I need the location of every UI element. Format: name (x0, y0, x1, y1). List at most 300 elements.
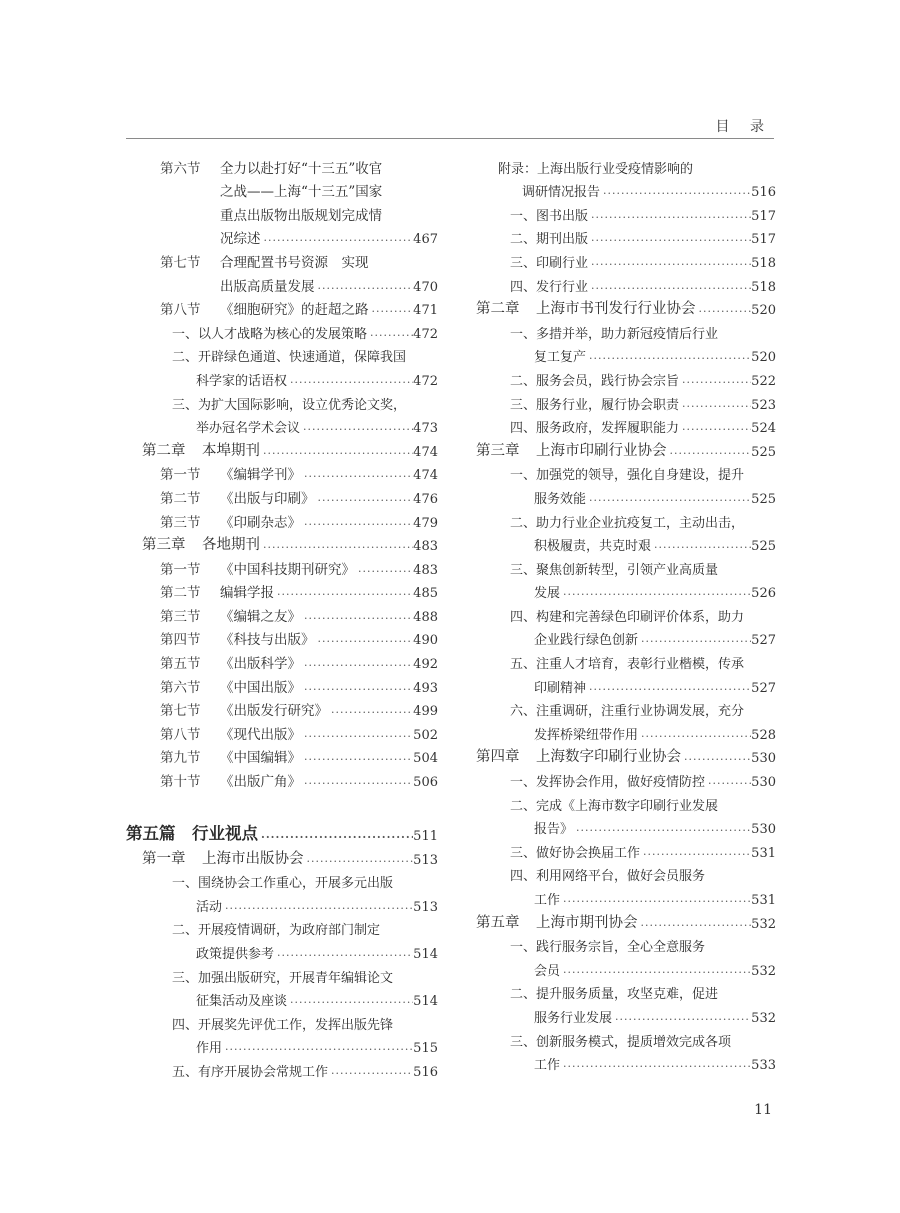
toc-entry-sec[interactable] (126, 153, 438, 247)
toc-label: 第五章 (476, 914, 520, 931)
toc-entry-ch[interactable] (126, 531, 438, 555)
toc-line (126, 507, 438, 531)
toc-entry-item[interactable] (476, 979, 776, 1026)
toc-entry-sec[interactable] (126, 601, 438, 625)
toc-text: 二、开展疫情调研，为政府部门制定 (172, 923, 381, 939)
toc-leader-dots (260, 541, 413, 554)
toc-line (126, 986, 438, 1010)
toc-entry-ch[interactable] (126, 844, 438, 868)
toc-text: 三、加强出版研究，开展青年编辑论文 (172, 970, 394, 986)
toc-leader-dots (705, 777, 751, 790)
toc-leader-dots (667, 447, 752, 460)
toc-label: 第二章 (476, 301, 520, 318)
toc-page-number: 513 (413, 899, 438, 915)
toc-label: 第一节 (160, 467, 201, 484)
toc-line (126, 1056, 438, 1080)
toc-text: 附录：上海出版行业受疫情影响的 (498, 161, 694, 177)
toc-line (476, 955, 776, 979)
toc-entry-item[interactable] (126, 1056, 438, 1080)
toc-line (126, 460, 438, 484)
toc-leader-dots (301, 470, 413, 483)
toc-page-number: 490 (413, 633, 438, 649)
toc-entry-sec[interactable] (126, 295, 438, 319)
toc-page-number: 530 (751, 822, 776, 838)
toc-entry-ch[interactable] (126, 436, 438, 460)
toc-line (476, 696, 776, 720)
toc-line (476, 766, 776, 790)
toc-page-number: 530 (751, 751, 776, 767)
toc-page-number: 492 (413, 657, 438, 673)
toc-text: 行业视点 (192, 824, 258, 844)
toc-line (476, 837, 776, 861)
toc-spacer (126, 790, 438, 814)
toc-leader-dots (679, 376, 751, 389)
toc-line (476, 790, 776, 814)
toc-line (476, 861, 776, 885)
toc-line (126, 389, 438, 413)
toc-leader-dots (638, 635, 751, 648)
toc-line (126, 844, 438, 868)
toc-leader-dots (301, 612, 413, 625)
toc-line (126, 483, 438, 507)
toc-entry-item[interactable] (476, 837, 776, 861)
toc-leader-dots (315, 635, 414, 648)
toc-page-number: 514 (413, 947, 438, 962)
toc-leader-dots (586, 494, 751, 507)
toc-entry-sec[interactable] (126, 743, 438, 767)
toc-line (476, 224, 776, 248)
toc-label: 第四章 (476, 749, 520, 766)
toc-page-number: 532 (751, 916, 776, 932)
toc-text: 各地期刊 (202, 537, 260, 554)
toc-leader-dots (560, 966, 751, 979)
toc-text: 四、服务政府，发挥履职能力 (510, 421, 680, 437)
toc-label: 第三节 (160, 608, 201, 625)
toc-page-number: 483 (413, 562, 438, 578)
toc-entry-item[interactable] (476, 365, 776, 389)
toc-label: 第二节 (160, 490, 201, 507)
toc-leader-dots (638, 919, 752, 932)
toc-line (126, 601, 438, 625)
toc-entry-ch[interactable] (476, 908, 776, 932)
toc-line (476, 979, 776, 1003)
toc-leader-dots (560, 1060, 751, 1073)
toc-page-number: 523 (751, 397, 776, 413)
toc-page-number: 467 (413, 232, 438, 248)
toc-leader-dots (315, 282, 414, 295)
toc-line (126, 247, 438, 271)
toc-line (476, 342, 776, 366)
toc-line (126, 413, 438, 437)
toc-label: 第五节 (160, 656, 201, 673)
toc-leader-dots (600, 187, 751, 200)
toc-text: 积极履责，共克时艰 (534, 539, 652, 555)
toc-leader-dots (304, 855, 414, 868)
toc-leader-dots (328, 1067, 413, 1080)
toc-text: 一、加强党的领导，强化自身建设，提升 (510, 468, 745, 484)
toc-right-column (476, 153, 776, 1073)
toc-entry-item[interactable] (476, 507, 776, 554)
toc-line (476, 672, 776, 696)
toc-text: 企业践行绿色创新 (534, 633, 639, 649)
toc-label: 第八节 (160, 302, 201, 319)
toc-page-number: 511 (413, 829, 438, 845)
toc-entry-item[interactable] (476, 766, 776, 790)
toc-entry-sec[interactable] (126, 578, 438, 602)
toc-page-number: 515 (413, 1041, 438, 1057)
toc-text: 工作 (534, 1058, 561, 1074)
toc-text: 三、聚焦创新转型，引领产业高质量 (510, 562, 719, 578)
toc-entry-item[interactable] (476, 389, 776, 413)
toc-leader-dots (586, 683, 751, 696)
toc-text: 二、期刊出版 (510, 232, 589, 248)
toc-entry-item[interactable] (476, 153, 776, 200)
toc-text: 二、完成《上海市数字印刷行业发展 (510, 798, 719, 814)
toc-line (126, 436, 438, 460)
toc-entry-item[interactable] (476, 200, 776, 224)
toc-entry-item[interactable] (476, 224, 776, 248)
toc-entry-part[interactable] (126, 814, 438, 844)
toc-label: 第八节 (160, 726, 201, 743)
toc-text: 服务行业发展 (534, 1010, 613, 1026)
toc-text: 六、注重调研，注重行业协调发展，充分 (510, 704, 745, 720)
toc-leader-dots (301, 683, 413, 696)
toc-leader-dots (560, 588, 751, 601)
toc-leader-dots (261, 234, 414, 247)
running-header: 目 录 (715, 119, 772, 135)
toc-text: 《印刷杂志》 (220, 514, 301, 531)
toc-text: 一、围绕协会工作重心，开展多元出版 (172, 876, 394, 892)
toc-text: 服务效能 (534, 491, 587, 507)
toc-text: 出版高质量发展 (220, 278, 315, 295)
toc-entry-sec[interactable] (126, 483, 438, 507)
toc-entry-sec[interactable] (126, 696, 438, 720)
toc-text: 印刷精神 (534, 680, 587, 696)
toc-label: 第四节 (160, 632, 201, 649)
toc-page-number: 506 (413, 775, 438, 791)
toc-leader-dots (367, 329, 413, 342)
toc-leader-dots (573, 824, 751, 837)
toc-leader-dots (315, 494, 414, 507)
toc-page-number: 520 (751, 303, 776, 319)
toc-page-number: 472 (413, 373, 438, 389)
toc-line (476, 413, 776, 437)
toc-line (476, 648, 776, 672)
toc-entry-item[interactable] (476, 696, 776, 743)
toc-label: 第一章 (142, 850, 186, 867)
toc-entry-sec[interactable] (126, 625, 438, 649)
toc-line (476, 1026, 776, 1050)
toc-text: 《现代出版》 (220, 726, 301, 743)
toc-entry-item[interactable] (126, 342, 438, 389)
toc-line (476, 554, 776, 578)
toc-label: 第三章 (476, 442, 520, 459)
toc-leader-dots (301, 753, 413, 766)
toc-text: 全力以赴打好“十三五”收官 (220, 160, 383, 177)
toc-line (476, 531, 776, 555)
toc-text: 发挥桥梁纽带作用 (534, 727, 639, 743)
toc-text: 合理配置书号资源 实现 (220, 254, 369, 271)
toc-leader-dots (612, 1013, 751, 1026)
toc-page-number: 502 (413, 727, 438, 743)
toc-text: 上海市期刊协会 (536, 914, 638, 931)
toc-line (476, 436, 776, 460)
toc-page-number: 525 (751, 539, 776, 555)
toc-line (126, 766, 438, 790)
toc-label: 第六节 (160, 679, 201, 696)
toc-text: 二、开辟绿色通道、快速通道，保障我国 (172, 350, 407, 366)
toc-line (476, 625, 776, 649)
toc-line (476, 389, 776, 413)
toc-entry-ch[interactable] (476, 295, 776, 319)
toc-entry-sec[interactable] (126, 719, 438, 743)
toc-page-number: 471 (413, 303, 438, 319)
toc-line (126, 200, 438, 224)
toc-line (476, 153, 776, 177)
toc-entry-ch[interactable] (476, 743, 776, 767)
toc-page-number: 531 (751, 845, 776, 861)
toc-text: 之战——上海“十三五”国家 (220, 184, 383, 201)
toc-text: 本埠期刊 (202, 442, 260, 459)
toc-text: 上海数字印刷行业协会 (536, 749, 681, 766)
toc-page-number: 518 (751, 279, 776, 295)
toc-entry-item[interactable] (476, 790, 776, 837)
toc-text: 《出版发行研究》 (220, 703, 328, 720)
toc-leader-dots (301, 730, 413, 743)
toc-leader-dots (301, 777, 413, 790)
toc-entry-item[interactable] (476, 861, 776, 908)
toc-line (126, 938, 438, 962)
toc-line (126, 962, 438, 986)
toc-page-number: 532 (751, 1010, 776, 1026)
toc-leader-dots (222, 1043, 413, 1056)
toc-page-number: 473 (413, 421, 438, 437)
toc-line (126, 648, 438, 672)
toc-text: 《细胞研究》的赶超之路 (220, 302, 369, 319)
toc-entry-item[interactable] (476, 413, 776, 437)
toc-line (476, 365, 776, 389)
toc-line (126, 696, 438, 720)
toc-left-column (126, 153, 438, 1080)
toc-text: 举办冠名学术会议 (196, 421, 301, 437)
toc-line (126, 153, 438, 177)
toc-entry-sec[interactable] (126, 507, 438, 531)
toc-text: 三、服务行业，履行协会职责 (510, 397, 680, 413)
toc-label: 第五篇 (126, 824, 176, 844)
toc-label: 第一节 (160, 561, 201, 578)
toc-text: 征集活动及座谈 (196, 994, 288, 1010)
toc-text: 复工复产 (534, 350, 587, 366)
toc-entry-sec[interactable] (126, 460, 438, 484)
toc-page-number: 527 (751, 633, 776, 649)
toc-page-number: 526 (751, 586, 776, 602)
toc-line (126, 719, 438, 743)
toc-text: 发展 (534, 586, 561, 602)
toc-entry-item[interactable] (476, 460, 776, 507)
toc-line (476, 884, 776, 908)
toc-text: 况综述 (220, 231, 261, 248)
toc-line (476, 743, 776, 767)
toc-text: 二、服务会员，践行协会宗旨 (510, 373, 680, 389)
toc-label: 第三节 (160, 514, 201, 531)
toc-page-number: 517 (751, 232, 776, 248)
toc-entry-item[interactable] (126, 1009, 438, 1056)
toc-label: 第二章 (142, 442, 186, 459)
toc-line (476, 719, 776, 743)
toc-line (476, 507, 776, 531)
toc-entry-sec[interactable] (126, 766, 438, 790)
toc-entry-item[interactable] (476, 601, 776, 648)
toc-text: 作用 (196, 1041, 223, 1057)
toc-page-number: 472 (413, 326, 438, 342)
toc-line (126, 177, 438, 201)
toc-page-number: 527 (751, 680, 776, 696)
toc-leader-dots (369, 305, 414, 318)
toc-leader-dots (328, 706, 413, 719)
toc-entry-sec[interactable] (126, 554, 438, 578)
toc-text: 《科技与出版》 (220, 632, 315, 649)
toc-entry-item[interactable] (126, 868, 438, 915)
toc-leader-dots (274, 949, 413, 962)
toc-text: 调研情况报告 (522, 185, 601, 201)
toc-text: 政策提供参考 (196, 947, 275, 962)
toc-leader-dots (651, 541, 751, 554)
toc-line (476, 200, 776, 224)
toc-line (476, 1002, 776, 1026)
toc-text: 《中国编辑》 (220, 750, 301, 767)
toc-label: 第七节 (160, 254, 201, 271)
toc-text: 二、助力行业企业抗疫复工，主动出击， (510, 515, 745, 531)
toc-leader-dots (258, 831, 413, 844)
toc-entry-sec[interactable] (126, 672, 438, 696)
toc-entry-sec[interactable] (126, 247, 438, 294)
toc-text: 《编辑之友》 (220, 608, 301, 625)
toc-page-number: 493 (413, 680, 438, 696)
toc-leader-dots (679, 423, 751, 436)
toc-page-number: 488 (413, 609, 438, 625)
toc-leader-dots (588, 258, 751, 271)
toc-text: 三、做好协会换届工作 (510, 845, 641, 861)
toc-entry-ch[interactable] (476, 436, 776, 460)
toc-text: 一、图书出版 (510, 208, 589, 224)
toc-line (126, 915, 438, 939)
toc-page-number: 516 (751, 185, 776, 201)
toc-line (126, 1009, 438, 1033)
toc-text: 《出版科学》 (220, 656, 301, 673)
toc-page-number: 531 (751, 893, 776, 908)
toc-line (476, 247, 776, 271)
toc-label: 第二节 (160, 585, 201, 602)
toc-line (126, 224, 438, 248)
toc-entry-item[interactable] (126, 389, 438, 436)
toc-line (126, 743, 438, 767)
toc-line (126, 814, 438, 844)
toc-line (126, 531, 438, 555)
toc-page-number: 504 (413, 751, 438, 767)
toc-leader-dots (679, 400, 751, 413)
toc-entry-item[interactable] (126, 962, 438, 1009)
toc-text: 工作 (534, 893, 561, 908)
toc-text: 活动 (196, 899, 223, 915)
toc-leader-dots (287, 996, 413, 1009)
toc-label: 第九节 (160, 750, 201, 767)
toc-page-number: 516 (413, 1064, 438, 1080)
toc-text: 报告》 (534, 822, 574, 838)
toc-leader-dots (260, 447, 413, 460)
toc-leader-dots (287, 376, 413, 389)
toc-text: 上海市印刷行业协会 (536, 442, 667, 459)
toc-line (476, 908, 776, 932)
toc-text: 会员 (534, 963, 561, 979)
toc-page-number: 517 (751, 208, 776, 224)
toc-text: 五、注重人才培育，表彰行业楷模，传承 (510, 657, 745, 673)
toc-line (126, 891, 438, 915)
toc-page-number: 474 (413, 444, 438, 460)
toc-line (476, 483, 776, 507)
toc-line (476, 578, 776, 602)
toc-line (476, 601, 776, 625)
toc-line (476, 1050, 776, 1074)
toc-text: 科学家的话语权 (196, 373, 288, 389)
toc-text: 三、为扩大国际影响，设立优秀论文奖， (172, 397, 407, 413)
toc-entry-item[interactable] (126, 318, 438, 342)
toc-leader-dots (588, 211, 751, 224)
toc-page-number: 520 (751, 350, 776, 366)
toc-leader-dots (696, 305, 752, 318)
toc-text: 二、提升服务质量，攻坚克难，促进 (510, 987, 719, 1003)
toc-leader-dots (355, 565, 413, 578)
toc-label: 第十节 (160, 774, 201, 791)
toc-label: 第七节 (160, 703, 201, 720)
toc-entry-item[interactable] (476, 271, 776, 295)
toc-entry-item[interactable] (476, 648, 776, 695)
toc-entry-sec[interactable] (126, 648, 438, 672)
toc-leader-dots (638, 730, 751, 743)
toc-page-number: 514 (413, 994, 438, 1010)
toc-page-number: 518 (751, 255, 776, 271)
toc-page-number: 476 (413, 491, 438, 507)
page-number: 11 (754, 1102, 772, 1118)
toc-text: 上海市出版协会 (202, 850, 304, 867)
toc-line (126, 625, 438, 649)
toc-entry-item[interactable] (476, 554, 776, 601)
toc-line (126, 868, 438, 892)
toc-text: 三、印刷行业 (510, 255, 589, 271)
toc-text: 一、发挥协会作用，做好疫情防控 (510, 775, 706, 791)
toc-line (476, 460, 776, 484)
toc-text: 《编辑学刊》 (220, 467, 301, 484)
toc-entry-item[interactable] (476, 932, 776, 979)
toc-text: 编辑学报 (220, 585, 274, 602)
toc-entry-item[interactable] (126, 915, 438, 962)
toc-entry-item[interactable] (476, 318, 776, 365)
toc-text: 一、践行服务宗旨，全心全意服务 (510, 940, 706, 956)
toc-text: 一、多措并举，助力新冠疫情后行业 (510, 326, 719, 342)
toc-leader-dots (588, 282, 751, 295)
toc-entry-item[interactable] (476, 247, 776, 271)
toc-label: 第六节 (160, 160, 201, 177)
toc-text: 《出版与印刷》 (220, 490, 315, 507)
toc-entry-item[interactable] (476, 1026, 776, 1073)
toc-text: 四、开展奖先评优工作，发挥出版先锋 (172, 1017, 394, 1033)
toc-line (126, 342, 438, 366)
toc-page-number: 530 (751, 775, 776, 791)
toc-leader-dots (274, 588, 413, 601)
toc-line (126, 365, 438, 389)
toc-leader-dots (640, 848, 751, 861)
toc-page-number: 522 (751, 373, 776, 389)
toc-line (476, 295, 776, 319)
